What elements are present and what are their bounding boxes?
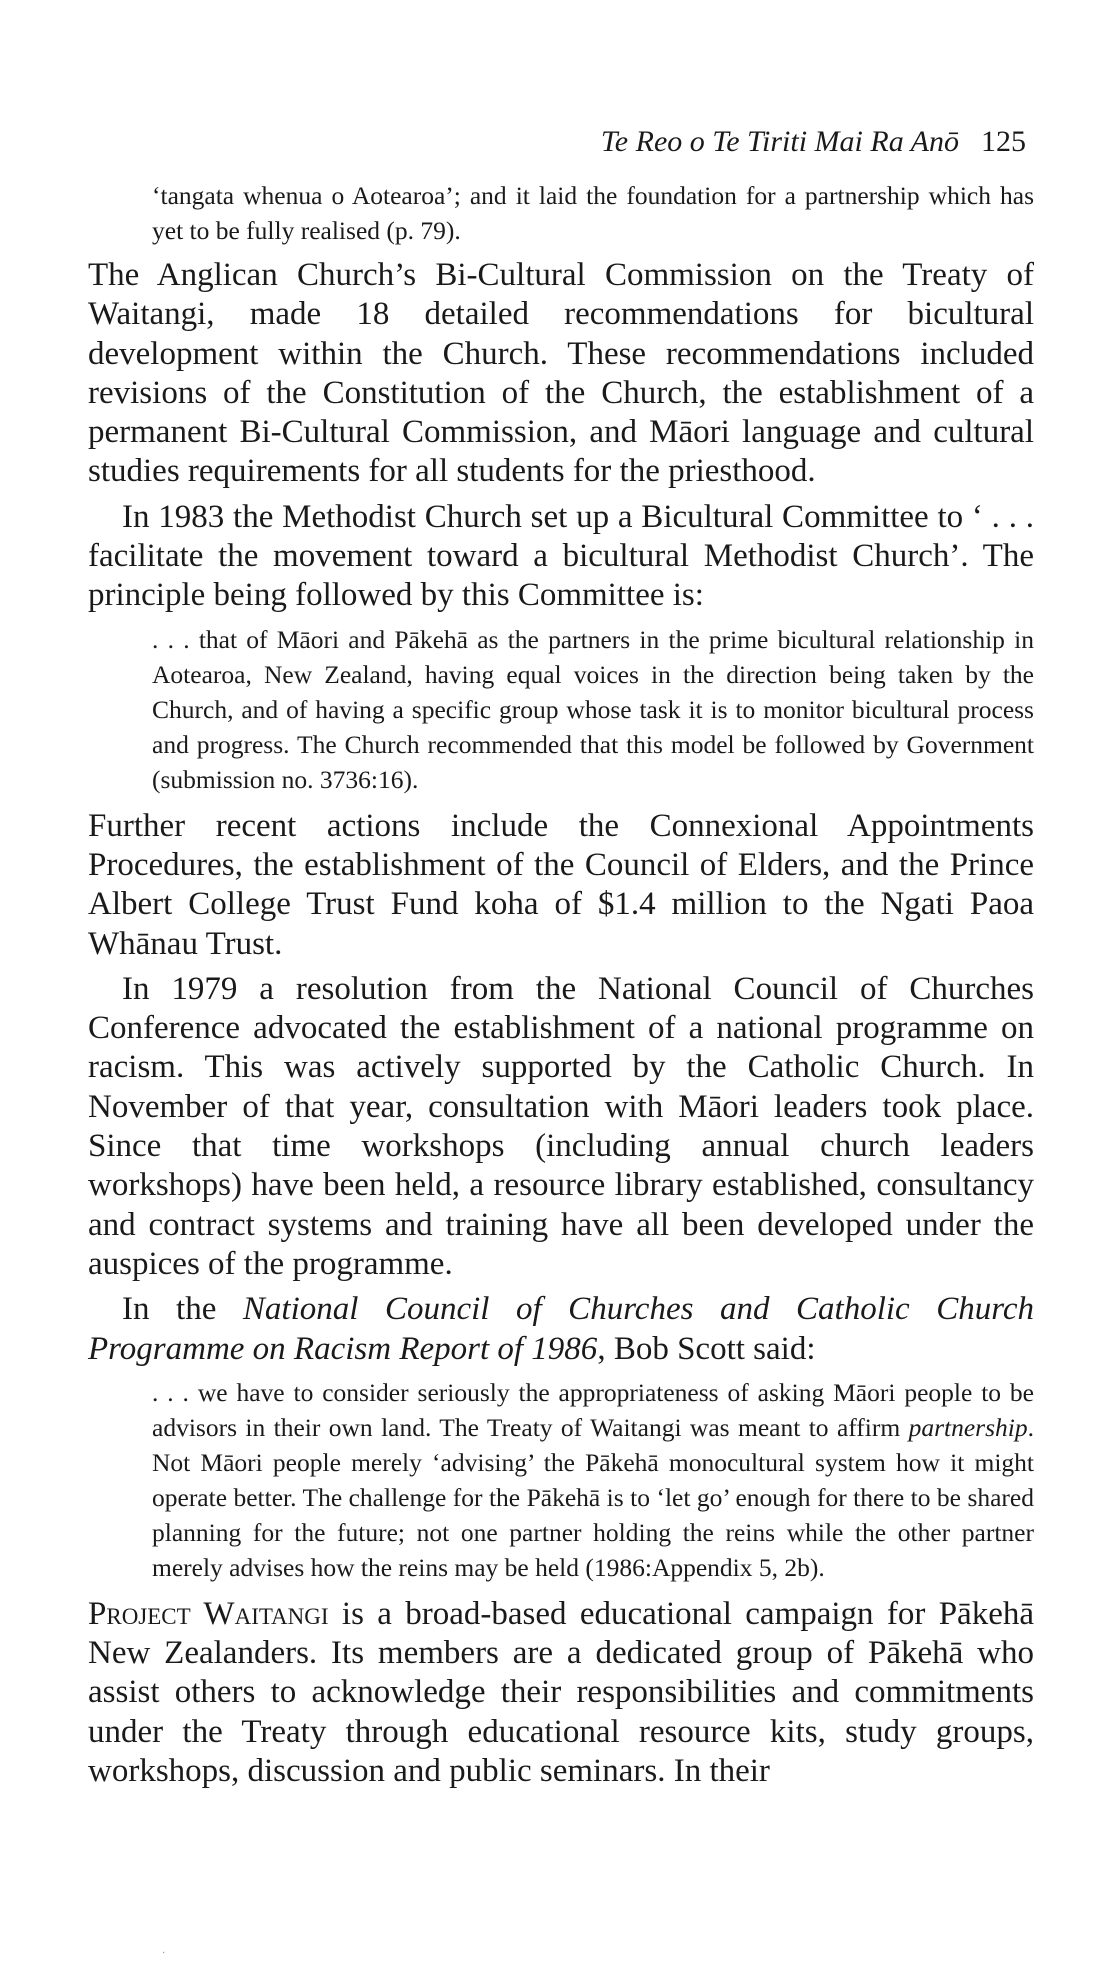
block-quote-continued: ‘tangata whenua o Aotearoa’; and it laid the foundation for a partnership which has yet to be fully realised (p. 79). [152,181,1034,245]
paragraph-national-council: In 1979 a resolution from the National Council of Churches Conference advocated the establishment of a national programme on racism. This was actively supported by the Catholic Church. In November of that year, consultation with Māori leaders took place. Since that time workshops (including annual church leaders workshops) have been held, a resource library established, consultancy and contract systems and training have all been developed under the auspices of the programme. [88,970,1034,1282]
report-lead: In the [122,1291,243,1328]
running-head [88,122,1026,162]
quote-part-a: . . . we have to consider seriously the appropriateness of asking Māori people to be advisors in their own land. The Treaty of Waitangi was meant to affirm [152,1377,1034,1442]
report-tail: , Bob Scott said: [597,1330,816,1367]
paragraph-project-waitangi [88,1595,1034,1791]
block-quote-bob-scott [88,1375,1034,1585]
running-head-title: Te Reo o Te Tiriti Mai Ra Anō [600,125,959,158]
page-number: 125 [981,125,1026,158]
scan-speck: · [162,1948,166,1959]
paragraph-anglican-commission: The Anglican Church’s Bi-Cultural Commission on the Treaty of Waitangi, made 18 detailed recommendations for bicultural development within the Church. These recommendations included revisions of the Constitution of the Church, the establishment of a permanent Bi-Cultural Commission, and Māori language and cultural studies requirements for all students for the priesthood. [88,257,1034,490]
quote-emphasis: partnership [908,1412,1028,1442]
paragraph-further-actions: Further recent actions include the Connexional Appointments Procedures, the establishment of the Council of Elders, and the Prince Albert College Trust Fund koha of $1.4 million to the Ngati Paoa Whānau Trust. [88,807,1034,962]
project-waitangi-name: Project Waitangi [88,1595,329,1632]
paragraph-report-1986 [88,1290,1034,1369]
quote-part-b: . Not Māori people merely ‘advising’ the Pākehā monocultural system how it might operate better. The challenge for the Pākehā is to ‘let go’ enough for there to be shared planning for the future; not one partner holding the reins while the other partner merely advises how the reins may be held (1986:Appendix 5, 2b). [152,1412,1034,1582]
body-text [88,181,1034,1797]
paragraph-methodist-committee: In 1983 the Methodist Church set up a Bicultural Committee to ‘ . . . facilitate the movement toward a bicultural Methodist Church’. The principle being followed by this Committee is: [88,498,1034,614]
report-title: National Council of Churches and Catholic Church Programme on Racism Report of 1986 [88,1291,1034,1367]
project-waitangi-text: is a broad-based educational campaign for Pākehā New Zealanders. Its members are a dedicated group of Pākehā who assist others to acknowledge their responsibilities and commitments under the Treaty through educational resource kits, study groups, workshops, discussion and public seminars. In their [88,1595,1034,1790]
block-quote-methodist: . . . that of Māori and Pākehā as the partners in the prime bicultural relationship in Aotearoa, New Zealand, having equal voices in the direction being taken by the Church, and of having a specific group whose task it is to monitor bicultural process and progress. The Church recommended that this model be followed by Government (submission no. 3736:16). [152,624,1034,794]
